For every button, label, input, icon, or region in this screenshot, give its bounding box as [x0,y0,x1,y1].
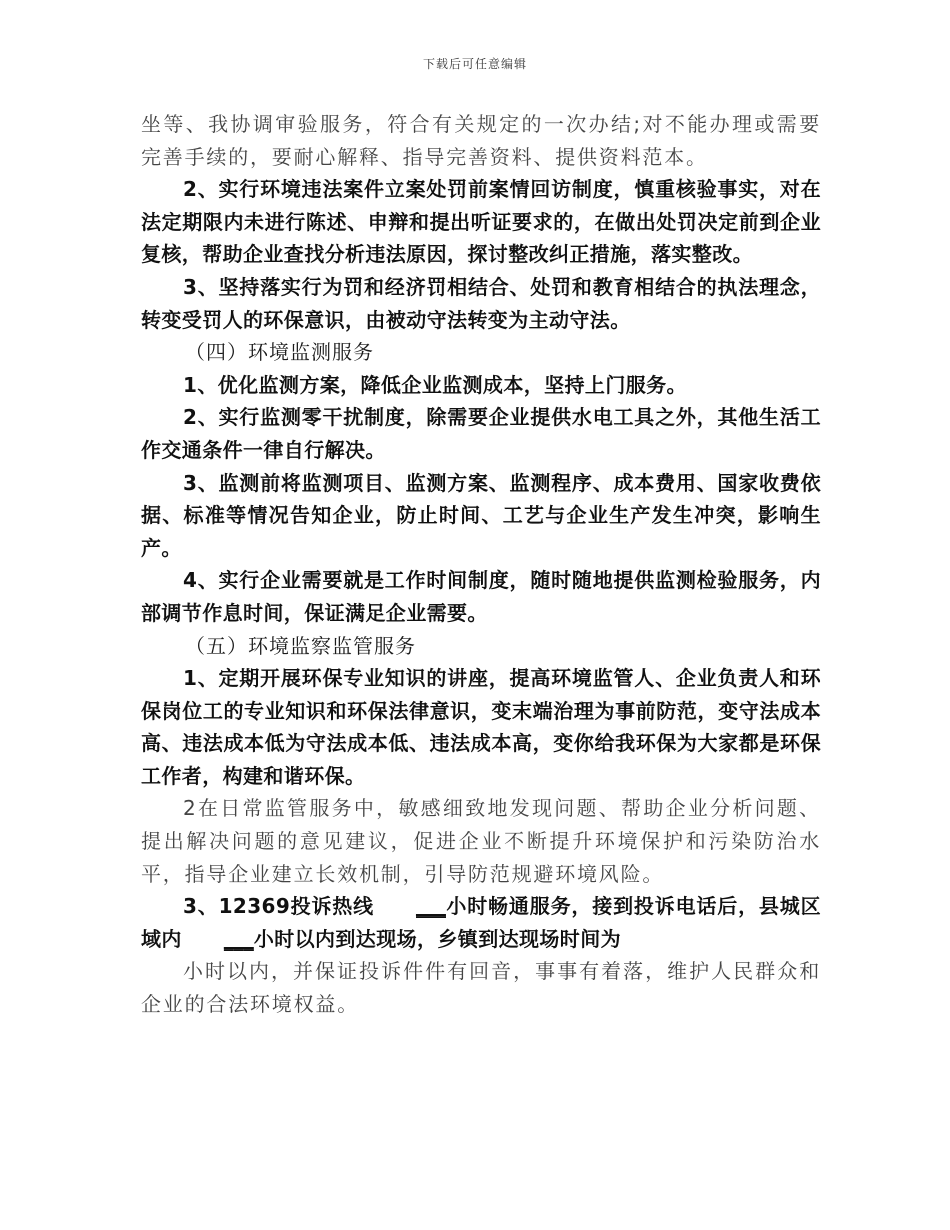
paragraph-continued: 坐等、我协调审验服务，符合有关规定的一次办结;对不能办理或需要完善手续的，要耐心解释、指导完善资料、提供资料范本。 [141,112,821,169]
paragraph-item-3: 3、坚持落实行为罚和经济罚相结合、处罚和教育相结合的执法理念，转变受罚人的环保意识，由被动守法转变为主动守法。 [141,274,821,332]
hotline-text-c: 小时以内到达现场，乡镇到达现场时间为 [253,926,622,951]
section-heading-5: （五）环境监察监管服务 [185,633,416,658]
hotline-text-b: 小时畅通服务，接到投诉电话后，县城区域内 [141,894,821,951]
page-header: 下载后可任意编辑 [422,57,527,71]
paragraph-supervision-2: 2在日常监管服务中，敏感细致地发现问题、帮助企业分析问题、提出解决问题的意见建议，促进企业不断提升环境保护和污染防治水平，指导企业建立长效机制，引导防范规避环境风险。 [141,796,821,886]
paragraph-monitoring-1: 1、优化监测方案，降低企业监测成本，坚持上门服务。 [183,372,687,397]
paragraph-monitoring-2: 2、实行监测零干扰制度，除需要企业提供水电工具之外，其他生活工作交通条件一律自行解决。 [141,405,821,462]
section-heading-4: （四）环境监测服务 [185,340,374,365]
paragraph-monitoring-3: 3、监测前将监测项目、监测方案、监测程序、成本费用、国家收费依据、标准等情况告知企业，防止时间、工艺与企业生产发生冲突，影响生产。 [141,470,821,560]
hotline-text-a: 3、12369投诉热线 [183,894,374,919]
paragraph-item-2: 2、实行环境违法案件立案处罚前案情回访制度，慎重核验事实，对在法定期限内未进行陈述、申辩和提出听证要求的，在做出处罚决定前到企业复核，帮助企业查找分析违法原因，探讨整改纠正措施，落实整改。 [141,177,821,267]
document-body [141,108,821,1021]
paragraph-monitoring-4: 4、实行企业需要就是工作时间制度，随时随地提供监测检验服务，内部调节作息时间，保证满足企业需要。 [141,568,821,625]
paragraph-supervision-3 [141,890,821,955]
hotline-blank-1: ___ [415,894,446,919]
paragraph-supervision-1: 1、定期开展环保专业知识的讲座，提高环境监管人、企业负责人和环保岗位工的专业知识和环保法律意识，变末端治理为事前防范，变守法成本高、违法成本低为守法成本低、违法成本高，变你给我环保为大家都是环保工作者，构建和谐环保。 [141,666,821,788]
hotline-blank-2: ___ [223,926,254,951]
paragraph-supervision-3-cont: 小时以内，并保证投诉件件有回音，事事有着落，维护人民群众和企业的合法环境权益。 [141,959,821,1017]
